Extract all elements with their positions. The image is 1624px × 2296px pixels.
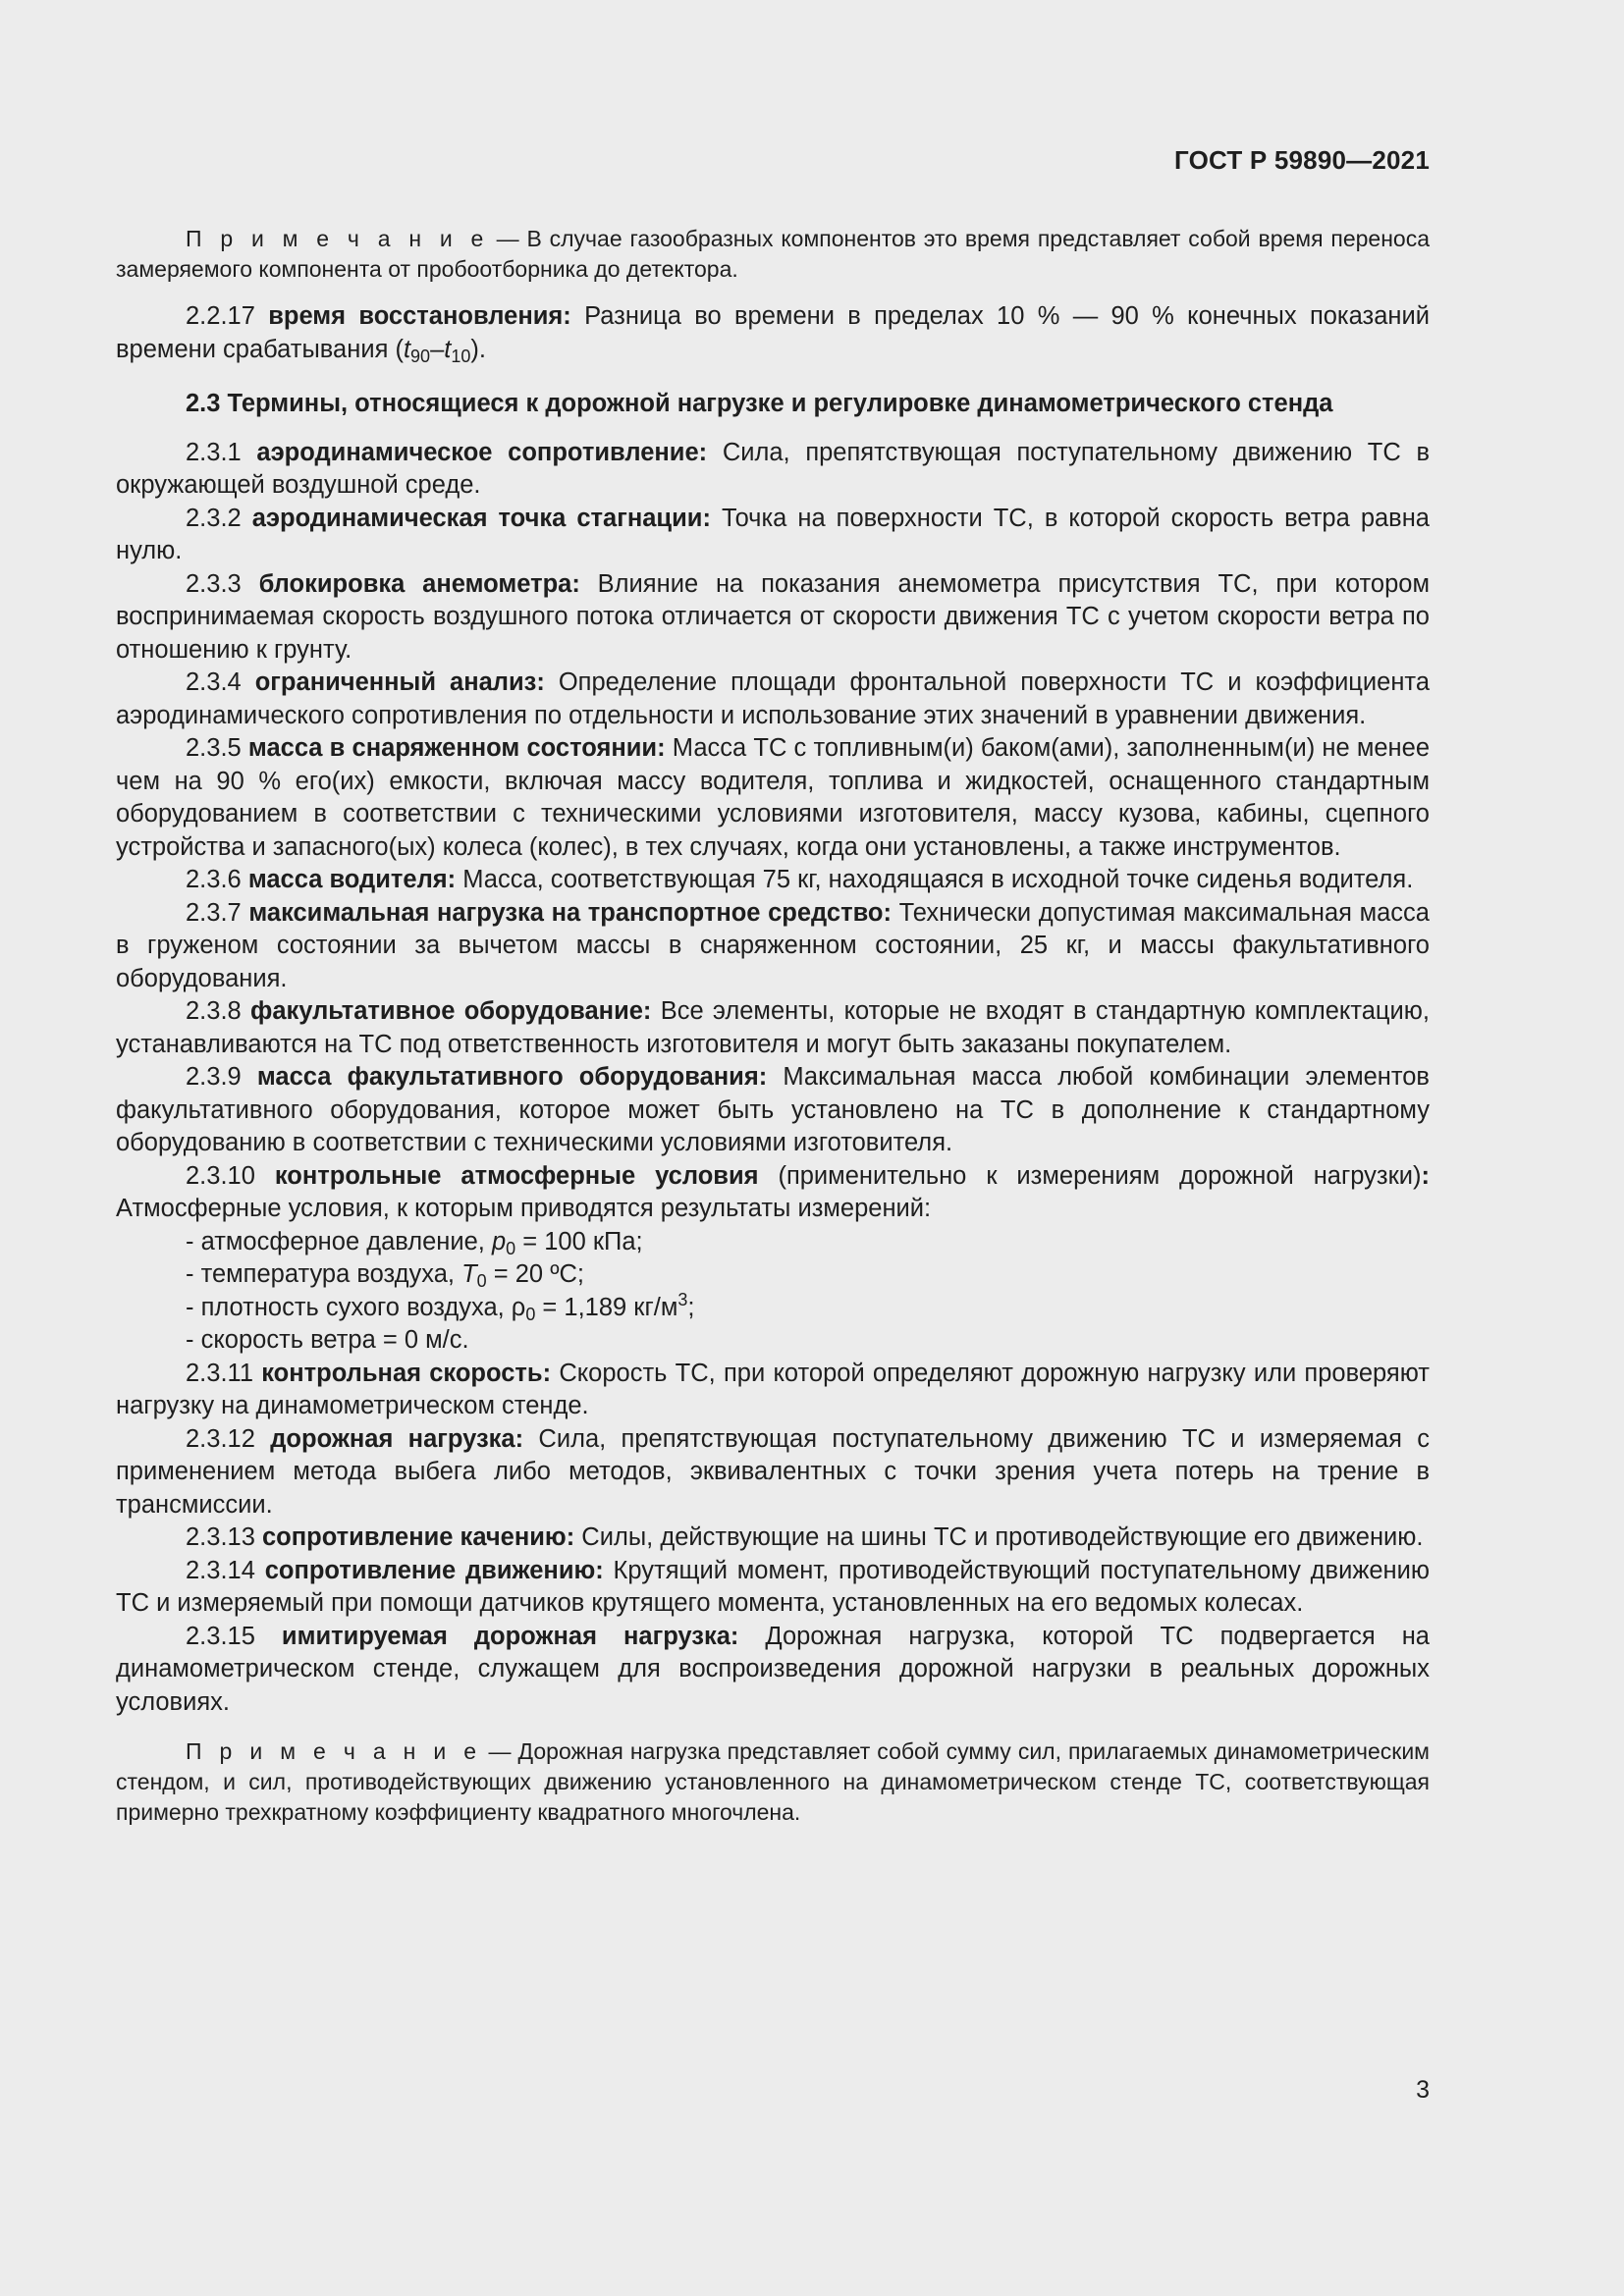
term-definition: Дорожная нагрузка, которой ТС подвергается на динамометрическом стенде, служащем для воспроизведения дорожной нагрузки в реальных дорожных условиях.: [116, 1622, 1430, 1716]
note-text: — Дорожная нагрузка представляет собой сумму сил, прилагаемых динамометрическим стендом, и сил, противодействующих движению установленного на динамометрическом стенде ТС, соответствующая примерно трехкратному коэффициенту квадратного многочлена.: [116, 1738, 1430, 1825]
list-item-value: = 1,189 кг/м: [535, 1293, 678, 1321]
term-number: 2.3.8: [186, 997, 250, 1025]
term-2-3-14: [116, 1555, 1430, 1621]
term-title: блокировка анемометра:: [258, 569, 580, 598]
formula-subscript: 10: [451, 346, 471, 366]
term-number: 2.3.11: [186, 1359, 262, 1387]
list-item-end: ;: [687, 1293, 695, 1321]
term-title: аэродинамическое сопротивление:: [256, 438, 708, 466]
term-title: сопротивление качению:: [261, 1523, 575, 1551]
term-number: 2.3.12: [186, 1424, 271, 1453]
term-title: масса в снаряженном состоянии:: [247, 734, 666, 762]
term-definition: Определение площади фронтальной поверхности ТС и коэффициента аэродинамического сопротивления по отдельности и использование этих значений в уравнении движения.: [116, 668, 1430, 729]
term-2-3-5: [116, 732, 1430, 864]
list-item-wind: - скорость ветра = 0 м/с.: [186, 1326, 469, 1354]
term-title: аэродинамическая точка стагнации:: [251, 504, 711, 532]
term-number: 2.3.7: [186, 898, 249, 927]
formula-dash: –: [430, 335, 445, 363]
document-body: [116, 224, 1430, 1843]
list-item-value: = 100 кПа;: [515, 1227, 643, 1255]
term-title: сопротивление движению:: [264, 1556, 604, 1584]
term-definition: Сила, препятствующая поступательному движению ТС в окружающей воздушной среде.: [116, 438, 1430, 499]
term-number: 2.2.17: [186, 302, 269, 330]
note-label: П р и м е ч а н и е: [186, 226, 489, 251]
formula-end: ).: [470, 335, 486, 363]
term-definition: Масса ТС с топливным(и) баком(ами), заполненным(и) не менее чем на 90 % его(их) емкости, включая массу водителя, топлива и жидкостей, оснащенного стандартным оборудованием в соответствии с техническими условиями изготовителя, массу кузова, кабины, сцепного устройства и запасного(ых) колеса (колес), в тех случаях, когда они установлены, а также инструментов.: [116, 734, 1430, 861]
term-number: 2.3.10: [186, 1161, 275, 1190]
formula-superscript: 3: [677, 1289, 688, 1309]
term-number: 2.3.9: [186, 1063, 257, 1091]
note-top: [116, 224, 1430, 285]
term-number: 2.3.5: [186, 734, 248, 762]
term-title: масса факультативного оборудования:: [256, 1063, 768, 1091]
document-header: ГОСТ Р 59890—2021: [1174, 145, 1430, 175]
term-number: 2.3.3: [186, 569, 259, 598]
term-title: время восстановления:: [268, 302, 571, 330]
term-2-3-15: [116, 1621, 1430, 1720]
term-2-3-8: [116, 995, 1430, 1061]
term-definition: Разница во времени в пределах 10 % — 90 % конечных показаний времени срабатывания (: [116, 302, 1430, 363]
term-title: дорожная нагрузка:: [270, 1424, 524, 1453]
term-number: 2.3.13: [186, 1523, 262, 1551]
term-title: ограниченный анализ:: [254, 668, 545, 696]
term-2-3-11: [116, 1358, 1430, 1423]
term-title: контрольная скорость:: [261, 1359, 552, 1387]
term-2-3-1: [116, 437, 1430, 503]
list-item-text: - плотность сухого воздуха, ρ: [186, 1293, 526, 1321]
section-heading: 2.3 Термины, относящиеся к дорожной нагрузке и регулировке динамометрического стенда: [186, 390, 1333, 417]
list-item-density: [116, 1289, 1430, 1325]
formula-symbol: p: [491, 1227, 507, 1255]
term-definition: Атмосферные условия, к которым приводятся результаты измерений:: [116, 1195, 932, 1222]
term-definition: Сила, препятствующая поступательному движению ТС и измеряемая с применением метода выбега либо методов, эквивалентных с точки зрения учета потерь на трение в трансмиссии.: [116, 1424, 1430, 1519]
note-bottom: [116, 1736, 1430, 1828]
term-2-3-10: [116, 1160, 1430, 1226]
term-definition: Влияние на показания анемометра присутствия ТС, при котором воспринимаемая скорость воздушного потока отличается от скорости движения ТС с учетом скорости ветра по отношению к грунту.: [116, 569, 1430, 664]
list-item-value: = 20 ºС;: [486, 1260, 585, 1288]
term-title: факультативное оборудование:: [250, 997, 652, 1025]
note-label: П р и м е ч а н и е: [186, 1738, 482, 1764]
term-qualifier: (применительно к измерениям дорожной нагрузки): [758, 1161, 1422, 1190]
term-number: 2.3.2: [186, 504, 252, 532]
term-number: 2.3.15: [186, 1622, 282, 1650]
term-number: 2.3.1: [186, 438, 257, 466]
term-definition: Максимальная масса любой комбинации элементов факультативного оборудования, которое может быть установлено на ТС в дополнение к стандартному оборудованию в соответствии с техническими условиями изготовителя.: [116, 1063, 1430, 1156]
formula-subscript: 0: [506, 1238, 516, 1258]
term-definition: Технически допустимая максимальная масса в груженом состоянии за вычетом массы в снаряженном состоянии, 25 кг, и массы факультативного оборудования.: [116, 898, 1430, 992]
term-number: 2.3.14: [186, 1556, 265, 1584]
formula-subscript: 90: [410, 346, 431, 366]
term-title: масса водителя:: [247, 866, 457, 893]
term-definition: Крутящий момент, противодействующий поступательному движению ТС и измеряемый при помощи датчиков крутящего момента, установленных на его ведомых колесах.: [116, 1556, 1431, 1617]
term-2-3-3: [116, 568, 1430, 667]
note-text: — В случае газообразных компонентов это время представляет собой время переноса замеряемого компонента от пробоотборника до детектора.: [116, 226, 1430, 282]
list-item-temperature: [116, 1258, 1430, 1292]
term-definition: Скорость ТС, при которой определяют дорожную нагрузку или проверяют нагрузку на динамометрическом стенде.: [116, 1359, 1430, 1419]
list-item-text: - температура воздуха,: [186, 1260, 462, 1288]
term-definition: Масса, соответствующая 75 кг, находящаяся в исходной точке сиденья водителя.: [456, 866, 1414, 893]
term-number: 2.3.4: [186, 668, 255, 696]
formula-symbol: t: [444, 335, 452, 363]
term-2-3-12: [116, 1423, 1430, 1522]
list-item-text: - атмосферное давление,: [186, 1227, 492, 1255]
term-2-3-2: [116, 503, 1430, 568]
term-title: контрольные атмосферные условия: [274, 1161, 759, 1190]
page-number: 3: [1416, 2076, 1430, 2104]
formula-symbol: T: [461, 1260, 477, 1288]
list-item-pressure: [116, 1226, 1430, 1259]
term-2-3-7: [116, 897, 1430, 996]
term-2-3-6: [116, 864, 1430, 897]
term-2-2-17: [116, 300, 1430, 366]
term-2-3-13: [116, 1522, 1430, 1555]
formula-subscript: 0: [476, 1271, 487, 1291]
term-number: 2.3.6: [186, 866, 248, 893]
term-definition: Точка на поверхности ТС, в которой скорость ветра равна нулю.: [116, 504, 1430, 564]
formula-subscript: 0: [525, 1304, 536, 1324]
term-2-3-4: [116, 667, 1430, 732]
formula-symbol: t: [403, 335, 411, 363]
term-colon: :: [1421, 1161, 1430, 1190]
term-title: максимальная нагрузка на транспортное средство:: [248, 898, 892, 927]
term-definition: Все элементы, которые не входят в стандартную комплектацию, устанавливаются на ТС под ответственность изготовителя и могут быть заказаны покупателем.: [116, 997, 1430, 1058]
term-title: имитируемая дорожная нагрузка:: [281, 1622, 739, 1650]
term-2-3-9: [116, 1061, 1430, 1160]
term-definition: Силы, действующие на шины ТС и противодействующие его движению.: [574, 1523, 1424, 1551]
